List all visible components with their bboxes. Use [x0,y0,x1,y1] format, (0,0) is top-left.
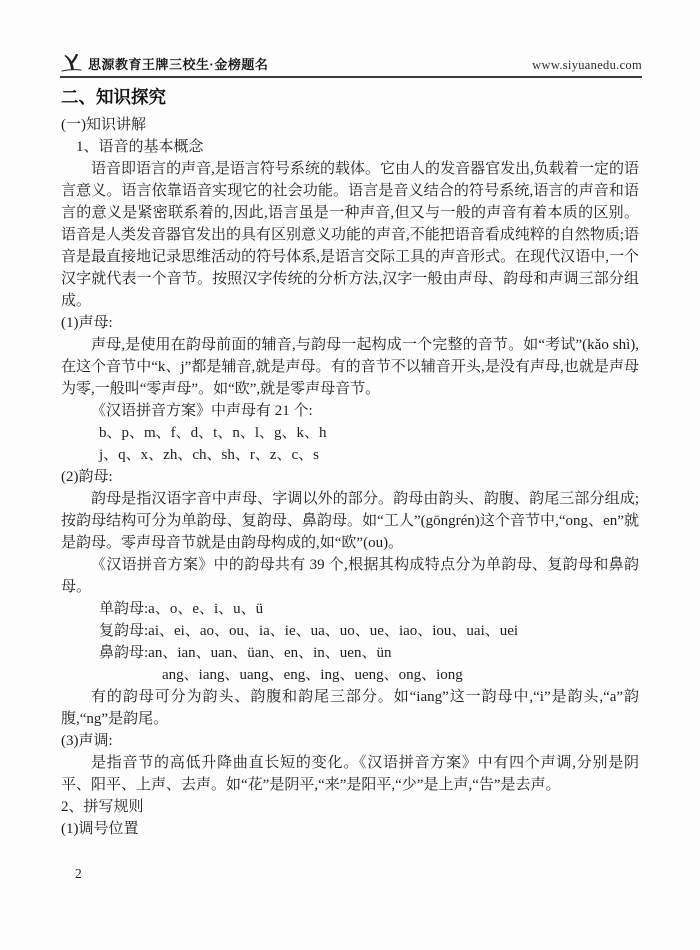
section-title: 二、知识探究 [61,87,166,107]
subsection-heading: (3)声调: [61,733,113,749]
body-paragraph: 《汉语拼音方案》中的韵母共有 39 个,根据其构成特点分为单韵母、复韵母和鼻韵母。 [61,557,639,595]
page-header [60,46,642,78]
brand-text: 思源教育王牌三校生·金榜题名 [88,57,269,72]
page-number: 2 [75,866,82,881]
body-paragraph: 声母,是使用在韵母前面的辅音,与韵母一起构成一个完整的音节。如“考试”(kǎo shì),在这个音节中“k、j”都是辅音,就是声母。有的音节不以辅音开头,是没有声母,也就是声母为零,一般叫“零声母”。如“欧”,就是零声母音节。 [61,337,639,397]
subsection-heading: 2、拼写规则 [61,799,144,815]
body-paragraph: 《汉语拼音方案》中声母有 21 个: [91,403,313,419]
website-url: www.siyuanedu.com [532,58,642,72]
finals-list-line: ang、iang、uang、eng、ing、ueng、ong、iong [162,667,463,683]
finals-list-line: 单韵母:a、o、e、i、u、ü [99,601,264,617]
subsection-heading: (1)声母: [61,315,113,331]
person-figure-logo-icon [60,54,84,73]
subsection-heading: (2)韵母: [61,469,113,485]
body-paragraph: 有的韵母可分为韵头、韵腹和韵尾三部分。如“iang”这一韵母中,“i”是韵头,“a”韵腹,“ng”是韵尾。 [61,689,639,727]
document-content [61,84,639,840]
initials-list-line: j、q、x、zh、ch、sh、r、z、c、s [99,447,319,463]
finals-list-line: 复韵母:ai、ei、ao、ou、ia、ie、ua、uo、ue、iao、iou、uai、uei [99,623,519,639]
subsection-heading: 1、语音的基本概念 [76,139,204,155]
brand [60,54,268,73]
initials-list-line: b、p、m、f、d、t、n、l、g、k、h [99,425,327,441]
subsection-heading: (一)知识讲解 [61,117,146,133]
finals-list-line: 鼻韵母:an、ian、uan、üan、en、in、uen、ün [99,645,392,661]
body-paragraph: 是指音节的高低升降曲直长短的变化。《汉语拼音方案》中有四个声调,分别是阴平、阳平、上声、去声。如“花”是阴平,“来”是阳平,“少”是上声,“告”是去声。 [61,755,639,793]
subsection-heading: (1)调号位置 [61,821,139,837]
body-paragraph: 韵母是指汉语字音中声母、字调以外的部分。韵母由韵头、韵腹、韵尾三部分组成;按韵母结构可分为单韵母、复韵母、鼻韵母。如“工人”(gōngrén)这个音节中,“ong、en”就是韵母。零声母音节就是由韵母构成的,如“欧”(ou)。 [61,491,639,551]
body-paragraph: 语音即语言的声音,是语言符号系统的载体。它由人的发音器官发出,负载着一定的语言意义。语言依靠语音实现它的社会功能。语言是音义结合的符号系统,语言的声音和语言的意义是紧密联系着的,因此,语言虽是一种声音,但又与一般的声音有着本质的区别。语音是人类发音器官发出的具有区别意义功能的声音,不能把语音看成纯粹的自然物质;语音是最直接地记录思维活动的符号体系,是语言交际工具的声音形式。在现代汉语中,一个汉字就代表一个音节。按照汉字传统的分析方法,汉字一般由声母、韵母和声调三部分组成。 [61,161,639,309]
